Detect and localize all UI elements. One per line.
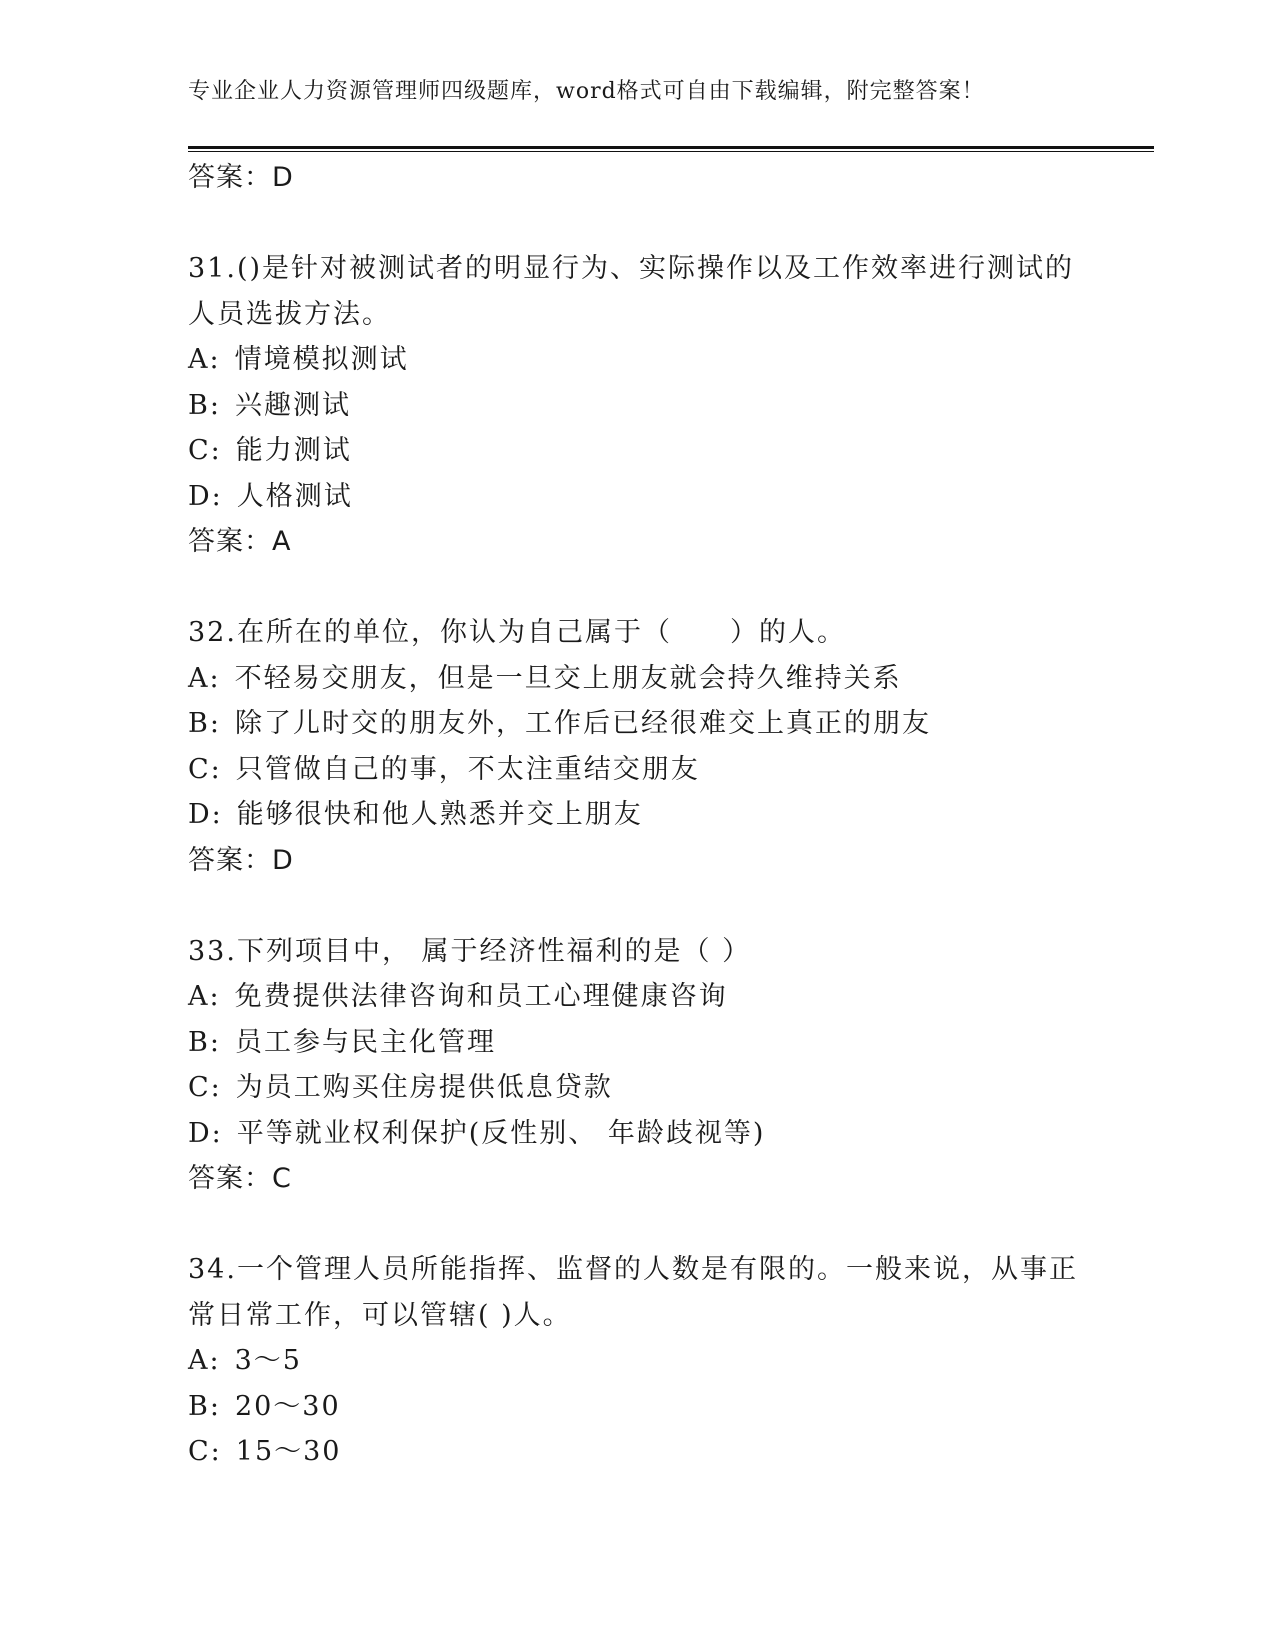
option-text: 免费提供法律咨询和员工心理健康咨询 <box>234 981 728 1012</box>
option-b <box>188 1384 1088 1430</box>
option-text: 平等就业权利保护(反性别、 年龄歧视等) <box>236 1117 766 1149</box>
option-b <box>188 701 1088 747</box>
option-label: D: <box>188 1117 223 1149</box>
page-header: 专业企业人力资源管理师四级题库，word格式可自由下载编辑，附完整答案！ <box>188 79 985 104</box>
option-label: C: <box>188 753 222 785</box>
option-d <box>188 1111 1088 1157</box>
option-label: C: <box>188 1072 222 1103</box>
option-label: A: <box>188 662 221 694</box>
option-text: 员工参与民主化管理 <box>234 1026 496 1058</box>
option-text: 能力测试 <box>235 435 352 466</box>
option-c <box>188 1065 1088 1111</box>
header-rule-thick <box>188 146 1154 149</box>
option-label: B: <box>188 1026 221 1058</box>
option-text: 3～5 <box>234 1345 302 1376</box>
option-text: 兴趣测试 <box>234 389 351 421</box>
option-text: 为员工购买住房提供低息贷款 <box>235 1072 613 1103</box>
answer-line: 答案：D <box>188 844 294 876</box>
option-d <box>188 474 1088 520</box>
option-c <box>188 428 1088 474</box>
option-label: D: <box>188 799 223 830</box>
question-stem: 常日常工作，可以管辖( )人。 <box>188 1299 572 1331</box>
option-text: 情境模拟测试 <box>234 344 409 375</box>
option-c <box>188 1429 1088 1475</box>
question-stem: 31.()是针对被测试者的明显行为、实际操作以及工作效率进行测试的 <box>188 253 1075 284</box>
option-text: 20～30 <box>234 1390 341 1422</box>
document-body <box>188 155 1088 1475</box>
question-stem: 人员选拔方法。 <box>188 298 391 330</box>
option-d <box>188 792 1088 838</box>
option-a <box>188 1338 1088 1384</box>
previous-answer: 答案：D <box>188 162 294 193</box>
option-label: A: <box>188 981 221 1012</box>
option-a <box>188 974 1088 1020</box>
option-a <box>188 337 1088 383</box>
option-label: B: <box>188 708 221 739</box>
option-b <box>188 1020 1088 1066</box>
option-text: 除了儿时交的朋友外，工作后已经很难交上真正的朋友 <box>234 708 931 739</box>
question-stem: 34.一个管理人员所能指挥、监督的人数是有限的。一般来说，从事正 <box>188 1254 1078 1285</box>
answer-line: 答案：A <box>188 526 292 557</box>
option-label: A: <box>188 1345 221 1376</box>
question-stem: 33.下列项目中， 属于经济性福利的是（ ） <box>188 935 752 967</box>
option-c <box>188 747 1088 793</box>
question-stem: 32.在所在的单位，你认为自己属于（ ）的人。 <box>188 617 846 648</box>
option-label: B: <box>188 389 221 421</box>
option-b <box>188 383 1088 429</box>
question-31 <box>188 246 1088 565</box>
option-label: D: <box>188 480 223 512</box>
option-text: 不轻易交朋友，但是一旦交上朋友就会持久维持关系 <box>234 662 902 694</box>
option-text: 只管做自己的事，不太注重结交朋友 <box>235 753 700 785</box>
option-label: C: <box>188 435 222 466</box>
option-text: 能够很快和他人熟悉并交上朋友 <box>236 799 643 830</box>
option-label: C: <box>188 1436 222 1467</box>
question-33 <box>188 929 1088 1202</box>
option-text: 15～30 <box>235 1436 342 1467</box>
option-label: B: <box>188 1390 221 1422</box>
header-rule-thin <box>188 151 1154 152</box>
option-a <box>188 656 1088 702</box>
question-34 <box>188 1247 1088 1475</box>
question-32 <box>188 610 1088 883</box>
option-text: 人格测试 <box>236 480 353 512</box>
answer-line: 答案：C <box>188 1163 292 1194</box>
header-rule <box>188 146 1154 152</box>
option-label: A: <box>188 344 221 375</box>
